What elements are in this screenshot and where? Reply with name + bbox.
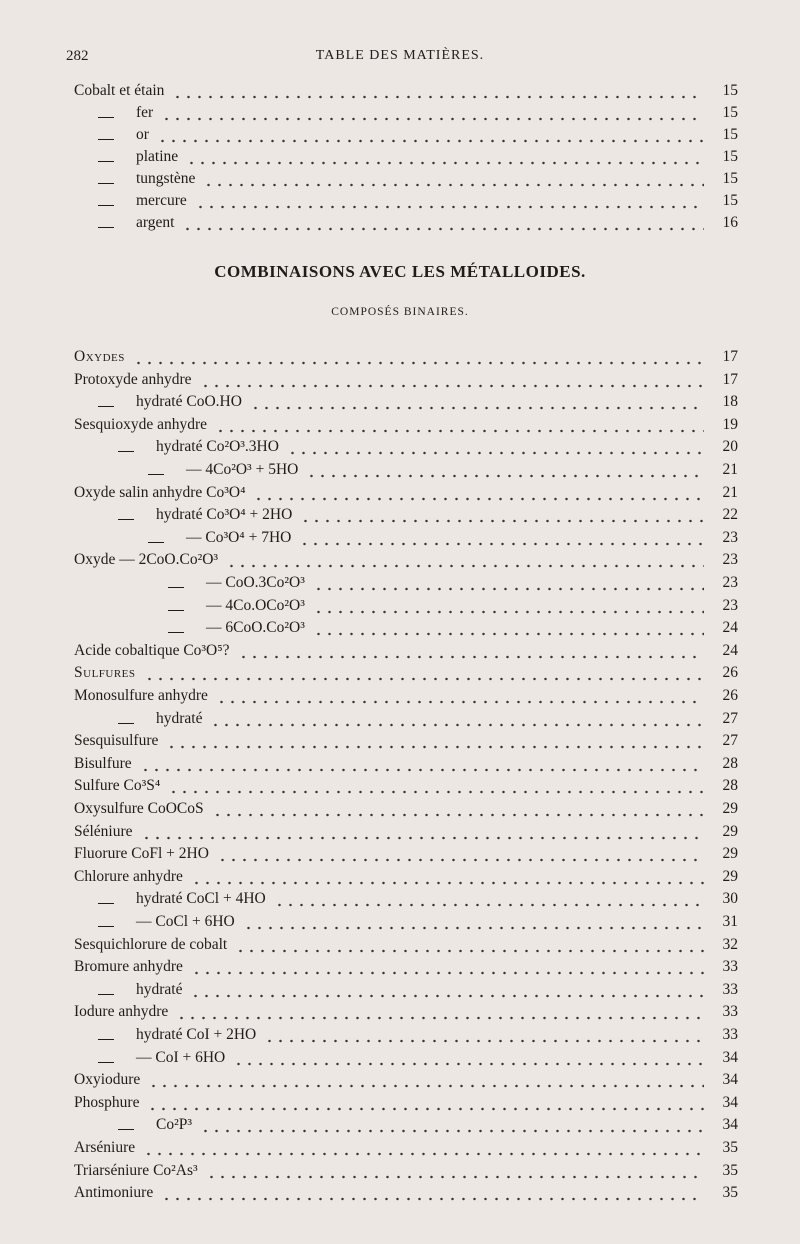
toc-entry-page: 26: [722, 664, 738, 682]
toc-entry-label: platine: [136, 148, 179, 165]
running-title: TABLE DES MATIÈRES.: [315, 48, 485, 63]
toc-entry-page: 28: [722, 754, 738, 772]
toc-entry-page: 33: [722, 1026, 738, 1043]
dot-leader: [313, 617, 704, 639]
toc-entry-label: Sesquichlorure de cobalt: [74, 935, 228, 953]
ditto-dash: [98, 926, 114, 927]
toc-entry: [74, 549, 738, 571]
toc-entry-label: Sesquisulfure: [74, 732, 159, 750]
ditto-dash: [98, 117, 114, 118]
toc-entry: [74, 685, 738, 707]
ditto-dash: [168, 587, 184, 588]
toc-entry-label: Antimoniure: [74, 1184, 154, 1202]
toc-entry-label: — 4Co.OCo²O³: [206, 596, 305, 614]
toc-entry-label: Fluorure CoFl + 2HO: [74, 845, 209, 863]
dot-leader: [191, 866, 704, 888]
toc-entry-page: 35: [722, 1161, 738, 1179]
dot-leader: [140, 753, 704, 775]
toc-entry-page: 26: [722, 687, 738, 704]
toc-entry-label: Phosphure: [74, 1093, 140, 1111]
toc-entry-page: 29: [722, 822, 738, 840]
toc-entry: [74, 708, 738, 730]
dot-leader: [191, 956, 704, 978]
dot-leader: [176, 1001, 704, 1023]
toc-entry: [74, 617, 738, 639]
toc-entry-page: 34: [722, 1093, 738, 1111]
dot-leader: [203, 168, 704, 190]
toc-entry-label: — 6CoO.Co²O³: [206, 619, 305, 637]
ditto-dash: [118, 723, 134, 724]
toc-entry-label: — Co³O⁴ + 7HO: [186, 528, 292, 546]
toc-entry-page: 33: [722, 980, 738, 998]
toc-entry: [74, 369, 738, 391]
toc-entry: [74, 124, 738, 146]
dot-leader: [200, 1114, 704, 1136]
toc-entry-page: 21: [722, 483, 738, 501]
toc-entry: [74, 1024, 738, 1046]
dot-leader: [264, 1024, 704, 1046]
dot-leader: [141, 821, 704, 843]
toc-entry: [74, 527, 738, 549]
toc-entry: [74, 1092, 738, 1114]
toc-entry-label: hydraté Co²O³.3HO: [156, 438, 279, 456]
toc-entry-label: Sesquioxyde anhydre: [74, 415, 208, 433]
toc-entry: [74, 775, 738, 797]
toc-entry: [74, 1001, 738, 1023]
toc-entry-page: 32: [722, 935, 738, 953]
page-header: [0, 48, 800, 72]
dot-leader: [206, 1160, 704, 1182]
dot-leader: [235, 934, 704, 956]
toc-entry-label: hydraté: [156, 709, 203, 727]
toc-entry: [74, 414, 738, 436]
ditto-dash: [98, 903, 114, 904]
dot-leader: [200, 369, 704, 391]
toc-entry-page: 28: [722, 777, 738, 795]
ditto-dash: [98, 139, 114, 140]
dot-leader: [148, 1069, 704, 1091]
toc-entry-page: 34: [722, 1071, 738, 1089]
toc-entry-label: Co²P³: [156, 1116, 193, 1134]
toc-entry-page: 15: [722, 126, 738, 143]
ditto-dash: [148, 542, 164, 543]
toc-entry-label: — CoO.3Co²O³: [206, 574, 305, 591]
toc-entry-label: hydraté CoO.HO: [136, 393, 242, 411]
toc-entry-label: Cobalt et étain: [74, 82, 165, 99]
toc-entry: [74, 798, 738, 820]
toc-entry-label: — 4Co²O³ + 5HO: [186, 461, 299, 478]
ditto-dash: [98, 227, 114, 228]
dot-leader: [243, 911, 704, 933]
dot-leader: [143, 1137, 704, 1159]
dot-leader: [274, 888, 704, 910]
toc-entry-label: Acide cobaltique Co³O⁵?: [74, 641, 230, 659]
toc-entry-label: Protoxyde anhydre: [74, 370, 192, 388]
toc-entry-page: 20: [722, 438, 738, 456]
toc-entry: [74, 1047, 738, 1069]
toc-entry-page: 22: [722, 506, 738, 524]
dot-leader: [287, 436, 704, 458]
toc-entry-page: 33: [722, 958, 738, 976]
toc-entry-label: Sulfures: [74, 664, 136, 682]
section-title: COMBINAISONS AVEC LES MÉTALLOIDES.: [214, 262, 586, 281]
toc-entry-label: Oxydes: [74, 348, 125, 365]
toc-entry: [74, 843, 738, 865]
dot-leader: [253, 482, 704, 504]
toc-entry-page: 35: [722, 1184, 738, 1202]
toc-entry-page: 30: [722, 890, 738, 908]
ditto-dash: [168, 610, 184, 611]
dot-leader: [299, 527, 704, 549]
page-number: 282: [66, 48, 89, 64]
toc-entry: [74, 504, 738, 526]
dot-leader: [168, 775, 704, 797]
dot-leader: [157, 124, 704, 146]
dot-leader: [300, 504, 704, 526]
toc-entry: [74, 572, 738, 594]
dot-leader: [306, 459, 704, 481]
ditto-dash: [98, 183, 114, 184]
dot-leader: [233, 1047, 704, 1069]
dot-leader: [216, 685, 704, 707]
dot-leader: [166, 730, 704, 752]
toc-entry-page: 23: [722, 596, 738, 614]
toc-entry: [74, 1182, 738, 1204]
toc-entry: [74, 80, 738, 102]
toc-entry: [74, 1069, 738, 1091]
ditto-dash: [98, 1039, 114, 1040]
toc-entry-label: Oxysulfure CoOCoS: [74, 800, 204, 817]
dot-leader: [147, 1092, 704, 1114]
toc-entry-label: hydraté CoI + 2HO: [136, 1026, 257, 1043]
toc-entry: [74, 662, 738, 684]
toc-entry-page: 23: [722, 574, 738, 591]
dot-leader: [186, 146, 704, 168]
ditto-dash: [98, 205, 114, 206]
toc-entry: [74, 212, 738, 234]
ditto-dash: [118, 451, 134, 452]
toc-entry-label: or: [136, 126, 149, 143]
toc-entry-page: 29: [722, 845, 738, 863]
dot-leader: [212, 798, 704, 820]
toc-entry: [74, 146, 738, 168]
toc-entry-page: 23: [722, 528, 738, 546]
toc-entry-page: 23: [722, 551, 738, 569]
toc-entry-label: hydraté Co³O⁴ + 2HO: [156, 506, 293, 524]
toc-entry: [74, 888, 738, 910]
toc-entry-label: fer: [136, 104, 154, 121]
toc-entry-page: 15: [722, 148, 738, 165]
toc-entry-page: 33: [722, 1003, 738, 1021]
toc-entry-label: hydraté CoCl + 4HO: [136, 890, 266, 908]
toc-entry-label: argent: [136, 214, 175, 231]
toc-entry-label: Sulfure Co³S⁴: [74, 777, 161, 795]
toc-entry-label: Oxyde — 2CoO.Co²O³: [74, 551, 219, 569]
toc-entry-label: hydraté: [136, 980, 183, 998]
toc-entry-page: 16: [722, 214, 738, 231]
toc-entry: [74, 730, 738, 752]
toc-entry: [74, 595, 738, 617]
dot-leader: [313, 572, 704, 594]
toc-entry: [74, 640, 738, 662]
toc-entry-label: Triarséniure Co²As³: [74, 1161, 198, 1179]
toc-entry-label: mercure: [136, 192, 187, 209]
ditto-dash: [98, 161, 114, 162]
ditto-dash: [98, 994, 114, 995]
toc-entry: [74, 866, 738, 888]
toc-entry: [74, 934, 738, 956]
toc-entry-page: 18: [722, 393, 738, 411]
dot-leader: [182, 212, 704, 234]
toc-entry-label: Oxyiodure: [74, 1071, 141, 1089]
dot-leader: [161, 1182, 704, 1204]
toc-entry-label: — CoI + 6HO: [136, 1048, 226, 1066]
toc-entry-page: 34: [722, 1116, 738, 1134]
toc-entry-page: 24: [722, 641, 738, 659]
dot-leader: [217, 843, 704, 865]
toc-entry-label: Iodure anhydre: [74, 1003, 169, 1021]
toc-entry-label: — CoCl + 6HO: [136, 913, 235, 930]
toc-entry-page: 15: [722, 104, 738, 121]
dot-leader: [313, 595, 704, 617]
toc-entry-page: 35: [722, 1139, 738, 1156]
dot-leader: [161, 102, 704, 124]
toc-entry-page: 24: [722, 619, 738, 637]
toc-entry: [74, 436, 738, 458]
toc-entry-label: Monosulfure anhydre: [74, 687, 208, 704]
toc-entry: [74, 979, 738, 1001]
toc-entry-label: Bromure anhydre: [74, 958, 183, 976]
toc-entry-page: 31: [722, 913, 738, 930]
dot-leader: [195, 190, 704, 212]
toc-entry: [74, 346, 738, 368]
toc-entry-label: Chlorure anhydre: [74, 867, 183, 885]
toc-entry: [74, 821, 738, 843]
toc-entry: [74, 459, 738, 481]
toc-entry-page: 21: [722, 461, 738, 478]
ditto-dash: [98, 406, 114, 407]
toc-entry: [74, 753, 738, 775]
ditto-dash: [118, 519, 134, 520]
toc-entry-page: 19: [722, 415, 738, 433]
toc-entry-page: 15: [722, 170, 738, 187]
subsection-title: COMPOSÉS BINAIRES.: [331, 306, 469, 318]
toc-entry: [74, 1114, 738, 1136]
toc-entry: [74, 391, 738, 413]
dot-leader: [226, 549, 704, 571]
toc-entry: [74, 1137, 738, 1159]
toc-entry-label: tungstène: [136, 170, 196, 187]
dot-leader: [250, 391, 704, 413]
ditto-dash: [118, 1129, 134, 1130]
toc-entry: [74, 482, 738, 504]
toc-entry-page: 29: [722, 867, 738, 885]
toc-entry: [74, 168, 738, 190]
toc-entry-page: 17: [722, 370, 738, 388]
ditto-dash: [148, 474, 164, 475]
toc-entry-page: 34: [722, 1048, 738, 1066]
dot-leader: [190, 979, 704, 1001]
toc-entry: [74, 911, 738, 933]
dot-leader: [238, 640, 704, 662]
toc-entry-page: 15: [722, 192, 738, 209]
dot-leader: [144, 662, 704, 684]
toc-entry-page: 17: [722, 348, 738, 365]
toc-entry: [74, 956, 738, 978]
toc-entry: [74, 1160, 738, 1182]
toc-entry-label: Oxyde salin anhydre Co³O⁴: [74, 483, 246, 501]
dot-leader: [215, 414, 704, 436]
toc-entry-page: 15: [722, 82, 738, 99]
toc-entry-page: 29: [722, 800, 738, 817]
dot-leader: [210, 708, 704, 730]
toc-entry-label: Séléniure: [74, 822, 133, 840]
dot-leader: [172, 80, 704, 102]
ditto-dash: [168, 632, 184, 633]
toc-entry: [74, 190, 738, 212]
toc-entry-label: Bisulfure: [74, 754, 132, 772]
toc-entry: [74, 102, 738, 124]
toc-entry-page: 27: [722, 732, 738, 750]
dot-leader: [133, 346, 704, 368]
toc-entry-label: Arséniure: [74, 1139, 136, 1156]
toc-entry-page: 27: [722, 709, 738, 727]
ditto-dash: [98, 1062, 114, 1063]
